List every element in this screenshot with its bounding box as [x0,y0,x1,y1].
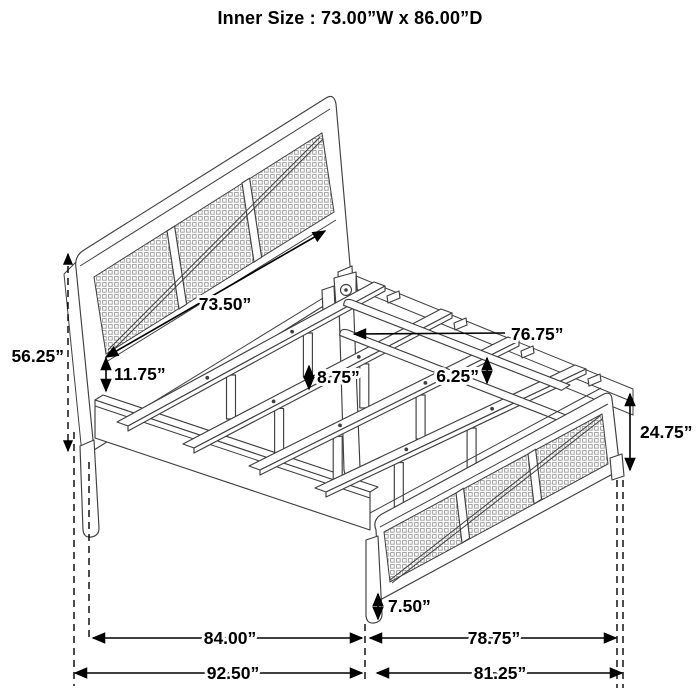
dim-footboard-leg-height: 7.50” [388,596,431,616]
dim-center-rail-length: 76.75” [511,324,564,344]
dim-footboard-height: 24.75” [640,422,693,442]
page-title: Inner Size : 73.00”W x 86.00”D [217,8,483,28]
center-support-rails [340,299,570,420]
dim-headboard-width: 73.50” [198,294,252,314]
dim-head-to-foot-inner: 84.00” [203,628,257,648]
footboard-right-leg [610,454,624,480]
dim-slat-leg-height: 8.75” [317,367,360,387]
footboard [366,388,624,623]
dim-overall-depth: 92.50” [206,663,260,683]
dim-headboard-height: 56.25” [11,346,64,366]
dim-foot-section-outer: 78.75” [467,628,521,648]
dim-rail-drop: 11.75” [114,364,166,384]
dim-foot-overall-depth: 81.25” [473,663,527,683]
dim-center-rail-gap: 6.25” [436,366,479,386]
